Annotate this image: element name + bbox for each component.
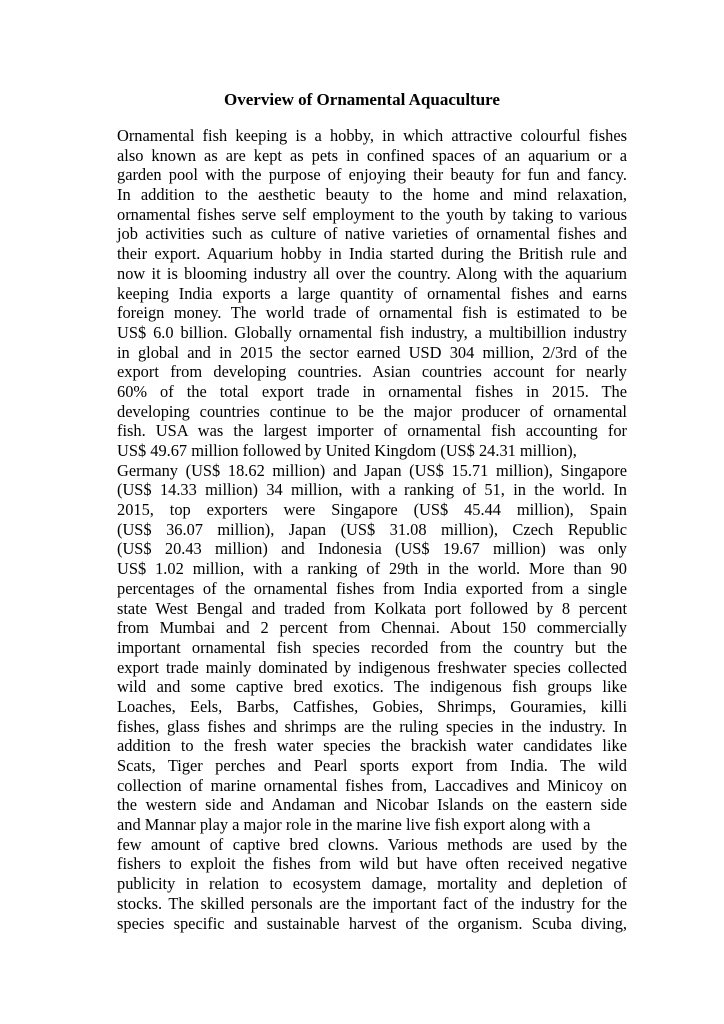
document-title: Overview of Ornamental Aquaculture [224,90,500,109]
paragraph-line: job activities such as culture of native varieties of ornamental fishes and [117,224,627,244]
paragraph-line: 2015, top exporters were Singapore (US$ 45.44 million), Spain [117,500,627,520]
paragraph-line: garden pool with the purpose of enjoying their beauty for fun and fancy. [117,165,627,185]
paragraph-line: keeping India exports a large quantity of ornamental fishes and earns [117,283,627,303]
paragraph-line: fishes, glass fishes and shrimps are the ruling species in the industry. In [117,716,627,736]
paragraph-line: Scats, Tiger perches and Pearl sports export from India. The wild [117,756,627,775]
paragraph-line: Loaches, Eels, Barbs, Catfishes, Gobies, Shrimps, Gouramies, killi [117,696,627,716]
paragraph-line: foreign money. The world trade of ornamental fish is estimated to be [117,303,627,323]
paragraph-line: ornamental fishes serve self employment to the youth by taking to various [117,204,627,224]
paragraph-line: publicity in relation to ecosystem damage, mortality and depletion of [117,874,627,894]
body-paragraph [117,126,627,933]
paragraph-line: (US$ 36.07 million), Japan (US$ 31.08 million), Czech Republic [117,519,627,539]
paragraph-line: fish. USA was the largest importer of ornamental fish accounting for [117,421,627,441]
paragraph-line: In addition to the aesthetic beauty to the home and mind relaxation, [117,185,627,205]
paragraph-line: collection of marine ornamental fishes from, Laccadives and Minicoy on [117,775,627,795]
paragraph-line: state West Bengal and traded from Kolkata port followed by 8 percent [117,598,627,618]
paragraph-line: (US$ 20.43 million) and Indonesia (US$ 19.67 million) was only [117,539,627,559]
paragraph-line: now it is blooming industry all over the country. Along with the aquarium [117,263,627,283]
paragraph-line: 60% of the total export trade in ornamental fishes in 2015. The [117,381,627,401]
paragraph-line: their export. Aquarium hobby in India started during the British rule and [117,244,627,264]
paragraph-line: US$ 49.67 million followed by United Kingdom (US$ 24.31 million), [117,441,577,460]
paragraph-line: Germany (US$ 18.62 million) and Japan (US$ 15.71 million), Singapore [117,460,627,480]
paragraph-line: US$ 1.02 million, with a ranking of 29th in the world. More than 90 [117,559,627,579]
paragraph-line: developing countries continue to be the major producer of ornamental [117,401,627,421]
paragraph-line: species specific and sustainable harvest of the organism. Scuba diving, [117,913,627,933]
paragraph-line: export trade mainly dominated by indigenous freshwater species collected [117,657,627,677]
paragraph-line: fishers to exploit the fishes from wild but have often received negative [117,854,627,874]
paragraph-line: few amount of captive bred clowns. Various methods are used by the [117,834,627,854]
paragraph-line: stocks. The skilled personals are the important fact of the industry for the [117,893,627,913]
paragraph-line: from Mumbai and 2 percent from Chennai. About 150 commercially [117,618,627,638]
paragraph-line: export from developing countries. Asian countries account for nearly [117,362,627,382]
paragraph-line: (US$ 14.33 million) 34 million, with a ranking of 51, in the world. In [117,480,627,500]
paragraph-line: also known as are kept as pets in confined spaces of an aquarium or a [117,145,627,165]
paragraph-line: wild and some captive bred exotics. The indigenous fish groups like [117,677,627,697]
paragraph-line: important ornamental fish species recorded from the country but the [117,637,627,657]
paragraph-line: in global and in 2015 the sector earned USD 304 million, 2/3rd of the [117,342,627,362]
paragraph-line: percentages of the ornamental fishes from India exported from a single [117,578,627,598]
paragraph-line: addition to the fresh water species the brackish water candidates like [117,736,627,756]
paragraph-line: the western side and Andaman and Nicobar Islands on the eastern side [117,795,627,815]
paragraph-line: US$ 6.0 billion. Globally ornamental fish industry, a multibillion industry [117,322,627,342]
paragraph-line: and Mannar play a major role in the marine live fish export along with a [117,815,591,835]
paragraph-line: Ornamental fish keeping is a hobby, in which attractive colourful fishes [117,126,627,145]
